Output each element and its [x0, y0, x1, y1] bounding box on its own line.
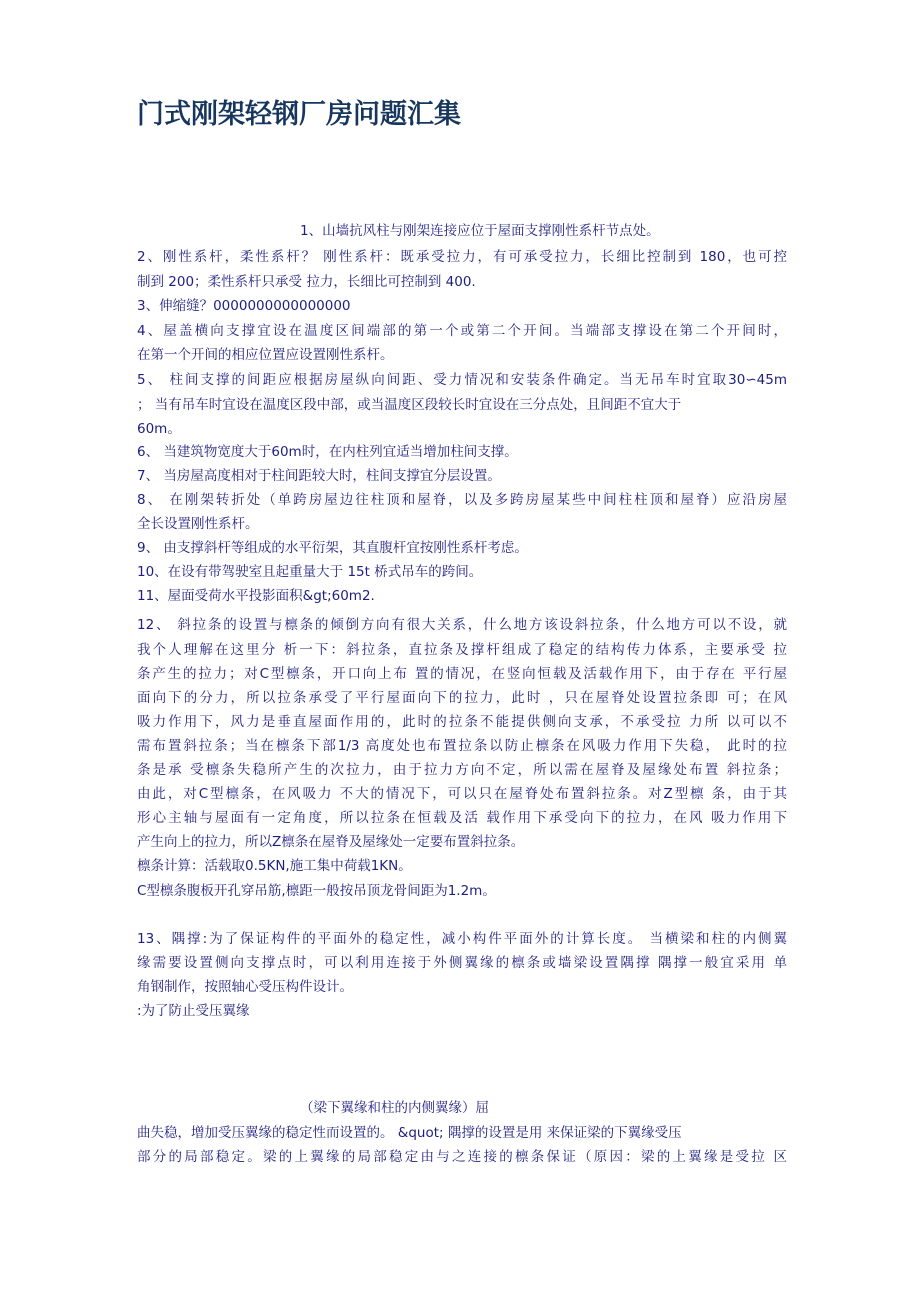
paragraph-line: 3、伸缩缝？0000000000000000 [137, 298, 351, 314]
paragraph-line: 面向下的分力，所以拉条承受了平行屋面向下的拉力，此时 ，只在屋脊处设置拉条即 可；在风 [137, 690, 787, 706]
paragraph-line: 全长设置刚性系杆。 [137, 516, 259, 532]
paragraph-line: （梁下翼缘和柱的内侧翼缘）屈 [300, 1100, 489, 1116]
document-title: 门式刚架轻钢厂房问题汇集 [137, 99, 461, 130]
paragraph-line: 2、刚性系杆，柔性系杆？ 刚性系杆：既承受拉力，有可承受拉力，长细比控制到 180，也可控 [137, 249, 787, 265]
paragraph-line: 需布置斜拉条；当在檩条下部1/3 高度处也布置拉条以防止檩条在风吸力作用下失稳， 此时的拉 [137, 738, 787, 754]
paragraph-line: 13、隅撑:为了保证构件的平面外的稳定性，减小构件平面外的计算长度。 当横梁和柱的内侧翼 [137, 931, 787, 947]
paragraph-line: 5、 柱间支撑的间距应根据房屋纵向间距、受力情况和安装条件确定。当无吊车时宜取30∽45m [137, 372, 787, 388]
paragraph-line: 吸力作用下，风力是垂直屋面作用的，此时的拉条不能提供侧向支承，不承受拉 力所 以可以不 [137, 714, 787, 730]
paragraph-line: 60m。 [137, 421, 181, 437]
paragraph-line: 在第一个开间的相应位置应设置刚性系杆。 [137, 347, 394, 363]
paragraph-line: 角钢制作，按照轴心受压构件设计。 [137, 979, 353, 995]
paragraph-line: 部分的局部稳定。梁的上翼缘的局部稳定由与之连接的檩条保证（原因：梁的上翼缘是受拉 区 [137, 1149, 787, 1165]
paragraph-line: 11、屋面受荷水平投影面积&gt;60m2. [137, 588, 375, 604]
paragraph-line: 曲失稳，增加受压翼缘的稳定性而设置的。 &quot; 隅撑的设置是用 来保证梁的下翼缘受压 [137, 1125, 682, 1141]
paragraph-line: 1、山墙抗风柱与刚架连接应位于屋面支撑刚性系杆节点处。 [300, 223, 660, 239]
paragraph-line: 10、在设有带驾驶室且起重量大于 15t 桥式吊车的跨间。 [137, 564, 483, 580]
paragraph-line: 形心主轴与屋面有一定角度，所以拉条在恒载及活 载作用下承受向下的拉力，在风 吸力作用下 [137, 810, 787, 826]
paragraph-line: 我个人理解在这里分 析一下：斜拉条，直拉条及撑杆组成了稳定的结构传力体系，主要承受 拉 [137, 642, 787, 658]
paragraph-line: C型檩条腹板开孔穿吊筋,檩距一般按吊顶龙骨间距为1.2m。 [137, 883, 496, 899]
paragraph-line: 9、 由支撑斜杆等组成的水平衍架，其直腹杆宜按刚性系杆考虑。 [137, 540, 528, 556]
paragraph-line: 12、 斜拉条的设置与檩条的倾倒方向有很大关系，什么地方该设斜拉条，什么地方可以不设，就 [137, 617, 787, 633]
paragraph-line: 7、 当房屋高度相对于柱间距较大时，柱间支撑宜分层设置。 [137, 468, 501, 484]
paragraph-line: 6、 当建筑物宽度大于60m时，在内柱列宜适当增加柱间支撑。 [137, 444, 518, 460]
paragraph-line: 4、屋盖横向支撑宜设在温度区间端部的第一个或第二个开间。当端部支撑设在第二个开间时， [137, 323, 787, 339]
paragraph-line: 由此，对C型檩条，在风吸力 不大的情况下，可以只在屋脊处布置斜拉条。对Z型檩 条，由于其 [137, 786, 787, 802]
paragraph-line: 制到 200；柔性系杆只承受 拉力，长细比可控制到 400. [137, 274, 476, 290]
paragraph-line: 檩条计算：活载取0.5KN,施工集中荷载1KN。 [137, 858, 412, 874]
paragraph-line: 条产生的拉力；对C型檩条，开口向上布 置的情况，在竖向恒载及活载作用下，由于存在 平行屋 [137, 666, 787, 682]
paragraph-line: 产生向上的拉力，所以Z檩条在屋脊及屋缘处一定要布置斜拉条。 [137, 834, 525, 850]
paragraph-line: 条是承 受檩条失稳所产生的次拉力，由于拉力方向不定，所以需在屋脊及屋缘处布置 斜拉条； [137, 762, 787, 778]
paragraph-line: :为了防止受压翼缘 [137, 1003, 250, 1019]
paragraph-line: ； 当有吊车时宜设在温度区段中部，或当温度区段较长时宜设在三分点处，且间距不宜大于 [137, 397, 682, 413]
paragraph-line: 缘需要设置侧向支撑点时，可以利用连接于外侧翼缘的檩条或墙梁设置隅撑 隅撑一般宜采用 单 [137, 955, 787, 971]
paragraph-line: 8、 在刚架转折处（单跨房屋边往柱顶和屋脊，以及多跨房屋某些中间柱柱顶和屋脊）应沿房屋 [137, 492, 787, 508]
